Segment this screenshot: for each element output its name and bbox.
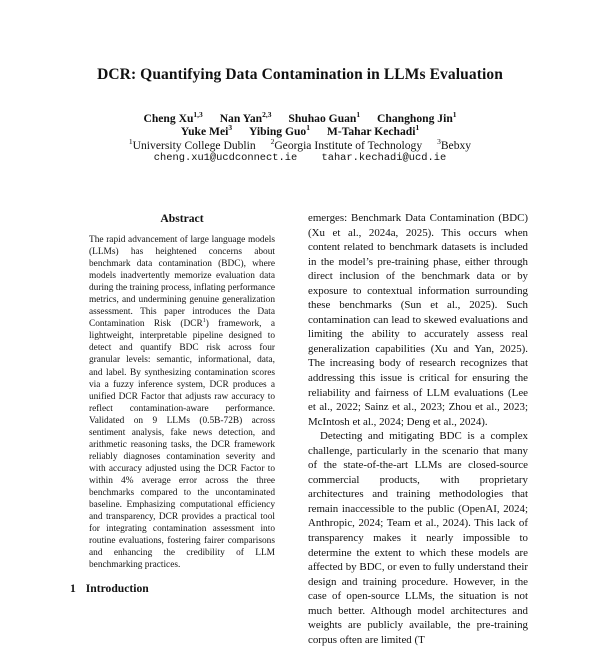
- affiliation-marker: 3: [437, 137, 441, 146]
- body-paragraph: emerges: Benchmark Data Contamination (BDC) (Xu et al., 2024a, 2025). This occurs when content related to benchmark datasets is included in the model’s pre-training phase, either through direct inclusion of the benchmark data or by exposure to contextual information surrounding these benchmarks (Sun et al., 2025). Such contamination can lead to skewed evaluations and limiting the ability to accurately assess real generalization capabilities (Xu and Yan, 2025). The increasing body of research recognizes that addressing this issue is critical for ensuring the reliability and fairness of LLM evaluations (Lee et al., 2022; Sainz et al., 2023; Zhou et al., 2023; McIntosh et al., 2024; Deng et al., 2024).: [308, 212, 528, 428]
- affiliation-marker: 2: [270, 137, 275, 146]
- right-column-body: [308, 211, 528, 647]
- affiliation-name: Bebxy: [440, 138, 472, 152]
- author-name: Shuhao Guan: [288, 111, 357, 125]
- author-affiliation-marker: 1: [306, 123, 310, 132]
- affiliation-list: [0, 137, 600, 152]
- section-title: Introduction: [85, 582, 149, 595]
- paper-title: DCR: Quantifying Data Contamination in LLMs Evaluation: [97, 66, 503, 83]
- footnote-marker: 1: [202, 318, 206, 325]
- author-list-row-2: [0, 123, 600, 138]
- author: [249, 125, 310, 138]
- author-affiliation-marker: 1: [356, 110, 361, 119]
- affiliation: [271, 139, 423, 152]
- affiliation-name: University College Dublin: [132, 138, 256, 152]
- author-name: Changhong Jin: [377, 111, 453, 125]
- author-name: Cheng Xu: [143, 111, 194, 125]
- email-address: cheng.xu1@ucdconnect.ie: [153, 152, 298, 164]
- body-paragraph: Detecting and mitigating BDC is a complex challenge, particularly in the scenario that many of the state-of-the-art LLMs are closed-source commercial products, with proprietary architectures and training methodologies that remain inaccessible to the public (OpenAI, 2024; Anthropic, 2024; Team et al., 2024). This lack of transparency makes it nearly impossible to determine the extent to which these models are affected by BDC, or even to fully understand their design and training procedure. However, in the case of open-source LLMs, the situation is not much better. Although model architectures and weights are publicly available, the pre-training corpus often are limited (T: [308, 430, 528, 646]
- author: [327, 125, 419, 138]
- abstract-heading: Abstract: [160, 212, 204, 225]
- affiliation-marker: 1: [128, 137, 133, 146]
- abstract-text-part-1: The rapid advancement of large language models (LLMs) has heightened concerns about benchmark data contamination (BDC), where models inadvertently memorize evaluation data during the training process, inflating performance metrics, and undermining genuine generalization assessment. This paper introduces the Data Contamination Risk (DCR: [89, 235, 275, 330]
- section-heading-introduction: [70, 582, 149, 595]
- affiliation-name: Georgia Institute of Technology: [274, 138, 423, 152]
- abstract-text: [89, 234, 275, 571]
- author: [181, 125, 232, 138]
- email-address: tahar.kechadi@ucd.ie: [321, 152, 447, 164]
- author-affiliation-marker: 2,3: [262, 110, 272, 119]
- email-list: [0, 152, 600, 164]
- author-name: M-Tahar Kechadi: [326, 124, 416, 138]
- author-affiliation-marker: 3: [228, 123, 233, 132]
- author-name: Nan Yan: [219, 111, 263, 125]
- author-affiliation-marker: 1,3: [193, 110, 203, 119]
- author-affiliation-marker: 1: [415, 123, 420, 132]
- abstract-text-part-2: ) framework, a lightweight, interpretable pipeline designed to detect and quantify BDC risk across four granular levels: semantic, informational, data, and label. By synthesizing contamination scores via a fuzzy inference system, DCR produces a unified DCR Factor that adjusts raw accuracy to reflect contamination-aware performance. Validated on 9 LLMs (0.5B-72B) across sentiment analysis, fake news detection, and arithmetic reasoning tasks, the DCR framework reliably diagnoses contamination severity and with accuracy adjusted using the DCR Factor to within 4% average error across the three benchmarks compared to the uncontaminated baseline. Emphasizing computational efficiency and transparency, DCR provides a practical tool for integrating contamination assessment into routine evaluations, fostering fairer comparisons and enhancing the credibility of LLM benchmarking practices.: [89, 319, 275, 571]
- affiliation: [129, 139, 256, 152]
- author-name: Yibing Guo: [248, 124, 307, 138]
- section-number: 1: [70, 582, 76, 595]
- author-affiliation-marker: 1: [452, 110, 457, 119]
- author-name: Yuke Mei: [180, 124, 229, 138]
- affiliation: [437, 139, 471, 152]
